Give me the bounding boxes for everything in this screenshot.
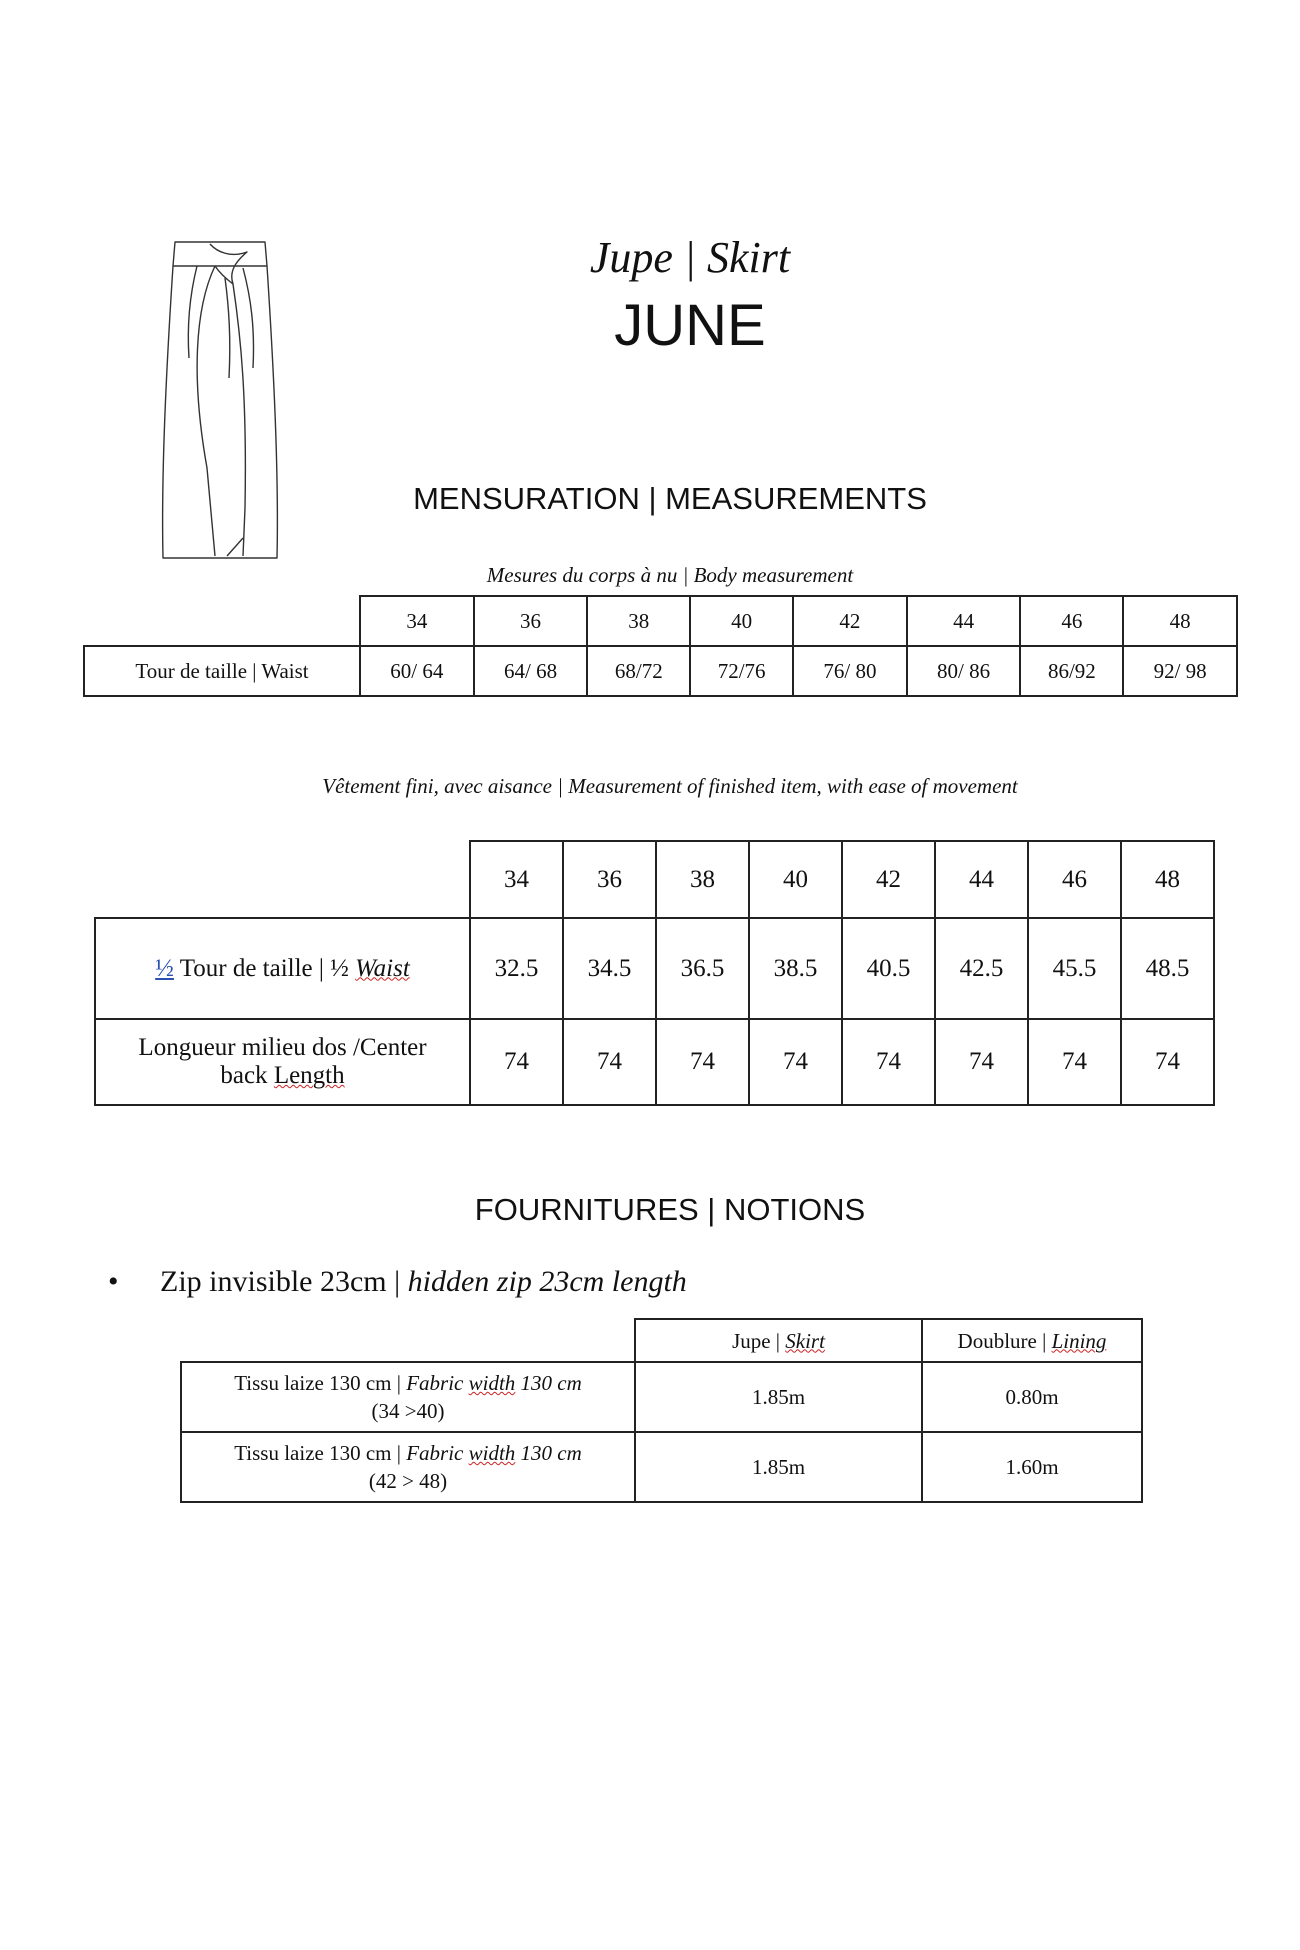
waist-value-cell: 60/ 64 — [360, 646, 474, 696]
size-cell: 38 — [656, 841, 749, 918]
length-value: 74 — [1028, 1019, 1121, 1105]
pattern-title: JUNE — [614, 293, 766, 358]
skirt-column-header: Jupe | Skirt — [635, 1319, 922, 1362]
size-cell: 48 — [1123, 596, 1237, 646]
fabric-row — [181, 1362, 1142, 1432]
waist-row — [84, 646, 1237, 696]
size-cell: 42 — [793, 596, 907, 646]
size-cell: 36 — [563, 841, 656, 918]
half-waist-label: ½ Tour de taille | ½ Waist — [95, 918, 470, 1019]
lining-column-header: Doublure | Lining — [922, 1319, 1142, 1362]
waist-value-cell: 72/76 — [690, 646, 793, 696]
waist-value-cell: 68/72 — [587, 646, 690, 696]
skirt-fabric-amount: 1.85m — [635, 1362, 922, 1432]
waist-value-cell: 76/ 80 — [793, 646, 907, 696]
empty-corner-cell — [181, 1319, 635, 1362]
size-cell: 40 — [749, 841, 842, 918]
skirt-fabric-amount: 1.85m — [635, 1432, 922, 1502]
half-waist-value: 42.5 — [935, 918, 1028, 1019]
length-value: 74 — [1121, 1019, 1214, 1105]
finished-measurement-caption: Vêtement fini, avec aisance | Measurement of finished item, with ease of movement — [322, 774, 1018, 798]
length-value: 74 — [935, 1019, 1028, 1105]
body-measurement-caption: Mesures du corps à nu | Body measurement — [486, 563, 854, 587]
center-back-length-row — [95, 1019, 1214, 1105]
size-cell: 44 — [935, 841, 1028, 918]
size-header-row — [84, 596, 1237, 646]
size-cell: 46 — [1028, 841, 1121, 918]
size-cell: 36 — [474, 596, 588, 646]
waist-value-cell: 86/92 — [1020, 646, 1123, 696]
center-back-length-label: Longueur milieu dos /Center back Length — [95, 1019, 470, 1105]
size-cell: 48 — [1121, 841, 1214, 918]
size-cell: 34 — [470, 841, 563, 918]
measurements-heading: MENSURATION | MEASUREMENTS — [413, 481, 927, 516]
body-measurement-table — [83, 595, 1238, 697]
zip-label-fr: Zip invisible 23cm | — [160, 1265, 408, 1298]
finished-measurement-table — [94, 840, 1215, 1106]
empty-corner-cell — [84, 596, 360, 646]
fabric-requirements-table — [180, 1318, 1143, 1503]
fabric-row-label: Tissu laize 130 cm | Fabric width 130 cm (34 >40) — [181, 1362, 635, 1432]
bullet-point: • — [108, 1265, 119, 1298]
waist-value-cell: 64/ 68 — [474, 646, 588, 696]
size-cell: 38 — [587, 596, 690, 646]
size-header-row — [95, 841, 1214, 918]
length-value: 74 — [656, 1019, 749, 1105]
notions-heading: FOURNITURES | NOTIONS — [474, 1192, 866, 1227]
lining-fabric-amount: 0.80m — [922, 1362, 1142, 1432]
length-value: 74 — [842, 1019, 935, 1105]
half-waist-row — [95, 918, 1214, 1019]
size-cell: 34 — [360, 596, 474, 646]
lining-fabric-amount: 1.60m — [922, 1432, 1142, 1502]
half-waist-value: 34.5 — [563, 918, 656, 1019]
half-waist-value: 45.5 — [1028, 918, 1121, 1019]
waist-row-label: Tour de taille | Waist — [84, 646, 360, 696]
size-cell: 46 — [1020, 596, 1123, 646]
half-waist-value: 36.5 — [656, 918, 749, 1019]
length-value: 74 — [470, 1019, 563, 1105]
half-waist-value: 40.5 — [842, 918, 935, 1019]
garment-type-subtitle: Jupe | Skirt — [589, 233, 791, 282]
size-cell: 40 — [690, 596, 793, 646]
waist-value-cell: 80/ 86 — [907, 646, 1021, 696]
half-waist-value: 32.5 — [470, 918, 563, 1019]
length-value: 74 — [563, 1019, 656, 1105]
half-waist-value: 48.5 — [1121, 918, 1214, 1019]
fabric-row — [181, 1432, 1142, 1502]
zip-notion-item — [108, 1265, 687, 1299]
size-cell: 42 — [842, 841, 935, 918]
size-cell: 44 — [907, 596, 1021, 646]
waist-value-cell: 92/ 98 — [1123, 646, 1237, 696]
length-value: 74 — [749, 1019, 842, 1105]
half-waist-value: 38.5 — [749, 918, 842, 1019]
skirt-sketch-illustration — [155, 238, 285, 568]
fabric-header-row — [181, 1319, 1142, 1362]
zip-label-en: hidden zip 23cm length — [407, 1265, 687, 1298]
fabric-row-label: Tissu laize 130 cm | Fabric width 130 cm (42 > 48) — [181, 1432, 635, 1502]
empty-corner-cell — [95, 841, 470, 918]
